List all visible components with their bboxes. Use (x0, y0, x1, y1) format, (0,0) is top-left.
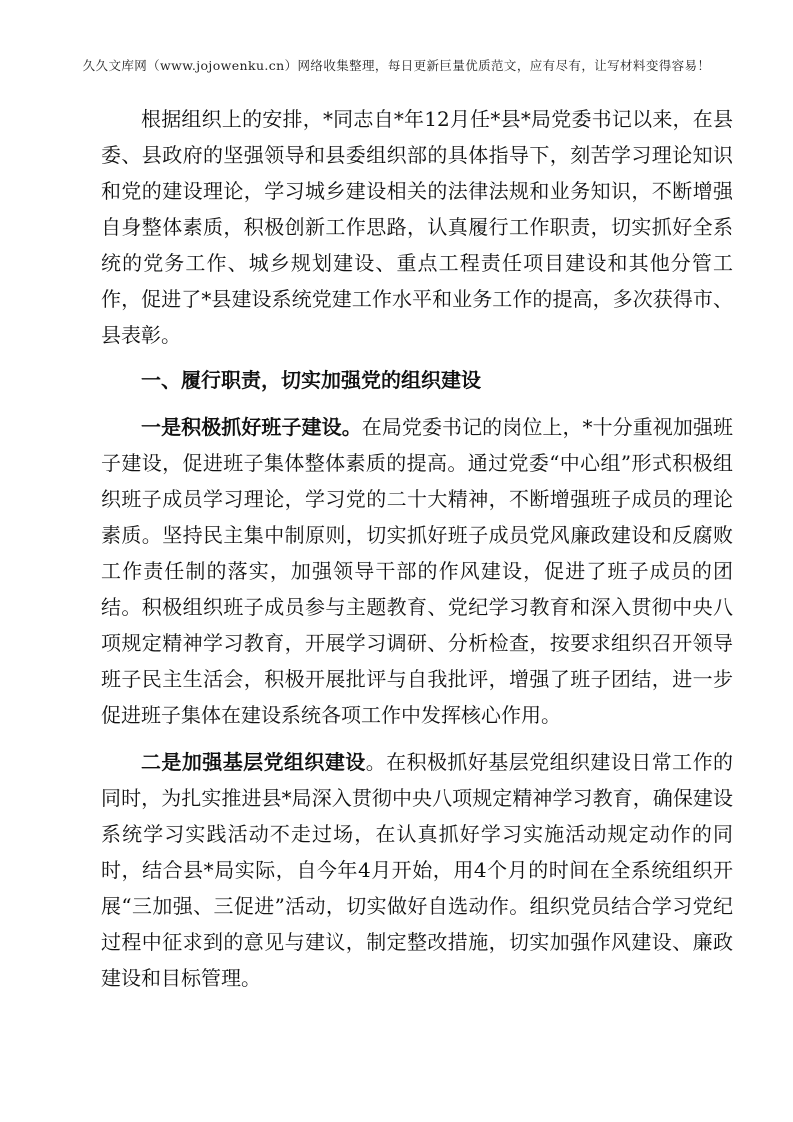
intro-paragraph: 根据组织上的安排，*同志自*年12月任*县*局党委书记以来，在县委、县政府的坚强领导和县委组织部的具体指导下，刻苦学习理论知识和党的建设理论，学习城乡建设相关的法律法规和业务知识，不断增强自身整体素质，积极创新工作思路，认真履行工作职责，切实抓好全系统的党务工作、城乡规划建设、重点工程责任项目建设和其他分管工作，促进了*县建设系统党建工作水平和业务工作的提高，多次获得市、县表彰。 (101, 107, 733, 347)
section-heading: 一、履行职责，切实加强党的组织建设 (141, 368, 481, 392)
paragraph-body: 。在积极抓好基层党组织建设日常工作的同时，为扎实推进县*局深入贯彻中央八项规定精神学习教育，确保建设系统学习实践活动不走过场，在认真抓好学习实施活动规定动作的同时，结合县*局实际，自今年4月开始，用4个月的时间在全系统组织开展“三加强、三促进”活动，切实做好自选动作。组织党员结合学习党纪过程中征求到的意见与建议，制定整改措施，切实加强作风建设、廉政建设和目标管理。 (101, 750, 734, 990)
page-header: 久久文库网（www.jojowenku.cn）网络收集整理，每日更新巨量优质范文，应有尽有，让写材料变得容易！ (82, 58, 711, 73)
paragraph-lead: 二是加强基层党组织建设 (141, 750, 366, 774)
paragraph-body: 在局党委书记的岗位上，*十分重视加强班子建设，促进班子集体整体素质的提高。通过党委“中心组”形式积极组织班子成员学习理论，学习党的二十大精神，不断增强班子成员的理论素质。坚持民主集中制原则，切实抓好班子成员党风廉政建设和反腐败工作责任制的落实，加强领导干部的作风建设，促进了班子成员的团结。积极组织班子成员参与主题教育、党纪学习教育和深入贯彻中央八项规定精神学习教育，开展学习调研、分析检查，按要求组织召开领导班子民主生活会，积极开展批评与自我批评，增强了班子团结，进一步促进班子集体在建设系统各项工作中发挥核心作用。 (101, 415, 734, 727)
paragraph-grassroots (101, 744, 733, 996)
document-body (101, 101, 733, 996)
paragraph-team-building (101, 409, 733, 733)
paragraph-lead: 一是积极抓好班子建设。 (141, 415, 362, 439)
